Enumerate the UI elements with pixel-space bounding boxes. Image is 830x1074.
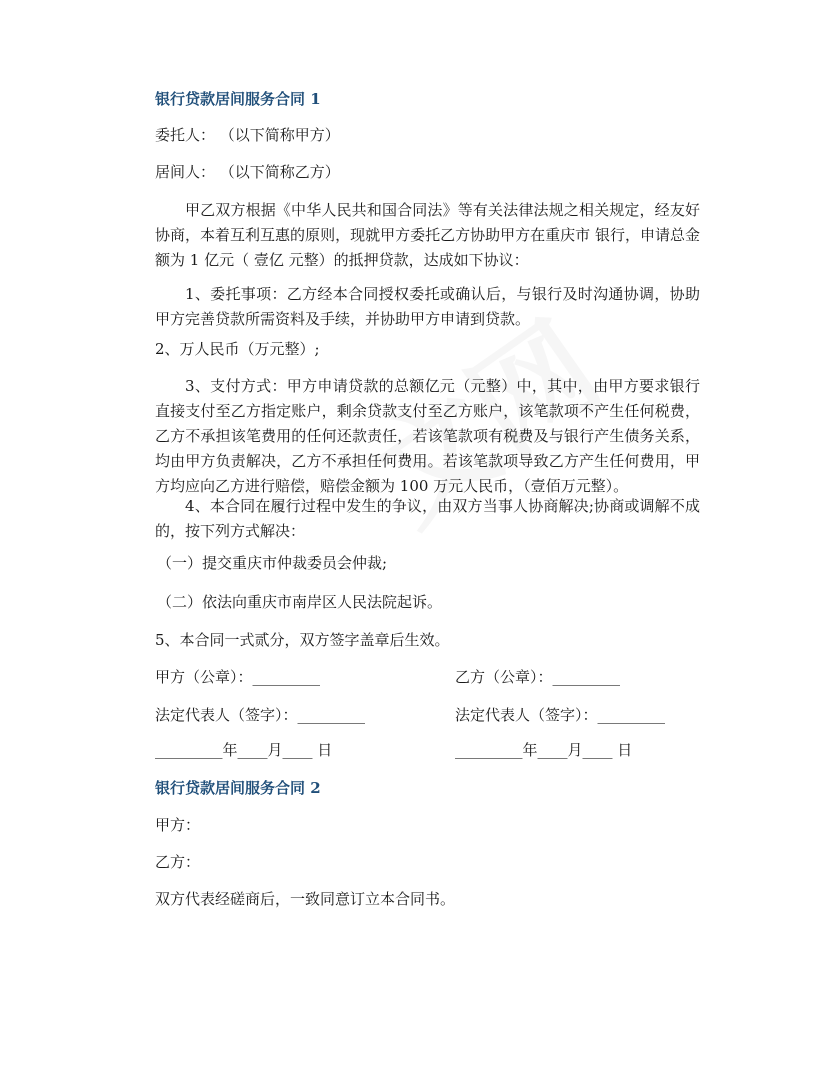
party-a-date-line: _________年____月____ 日 <box>155 741 333 759</box>
contract-2-title: 银行贷款居间服务合同 2 <box>155 779 321 797</box>
party-a-seal-line: 甲方（公章）：_________ <box>155 668 321 686</box>
client-line: 委托人： （以下简称甲方） <box>155 126 340 144</box>
option-2-line: （二）依法向重庆市南岸区人民法院起诉。 <box>157 593 443 611</box>
item-4-paragraph: 4、本合同在履行过程中发生的争议，由双方当事人协商解决;协商或调解不成的，按下列方式解决： <box>155 497 700 540</box>
party-a-representative-line: 法定代表人（签字）：_________ <box>155 706 366 724</box>
option-1-line: （一）提交重庆市仲裁委员会仲裁; <box>157 554 388 572</box>
intro-paragraph: 甲乙双方根据《中华人民共和国合同法》等有关法律法规之相关规定，经友好协商，本着互利互惠的原则，现就甲方委托乙方协助甲方在重庆市 银行，申请总金额为 1 亿元（ 壹亿 元整）的抵押贷款，达成如下协议： <box>155 201 700 269</box>
contract-2-party-a: 甲方： <box>155 816 201 834</box>
item-3-paragraph: 3、支付方式：甲方申请贷款的总额亿元（元整）中，其中，由甲方要求银行直接支付至乙方指定账户，剩余贷款支付至乙方账户，该笔款项不产生任何税费，乙方不承担该笔费用的任何还款责任，若该笔款项有税费及与银行产生债务关系，均由甲方负责解决，乙方不承担任何费用。若该笔款项导致乙方产生任何费用，甲方均应向乙方进行赔偿，赔偿金额为 100 万元人民币，（壹佰万元整）。 <box>155 377 700 495</box>
party-b-date-line: _________年____月____ 日 <box>455 741 633 759</box>
item-5-line: 5、本合同一式贰分，双方签字盖章后生效。 <box>155 631 450 649</box>
contract-2-party-b: 乙方： <box>155 853 201 871</box>
contract-2-intro: 双方代表经磋商后，一致同意订立本合同书。 <box>155 890 456 908</box>
item-1-paragraph: 1、委托事项：乙方经本合同授权委托或确认后，与银行及时沟通协调，协助甲方完善贷款所需资料及手续，并协助甲方申请到贷款。 <box>155 285 700 328</box>
intermediary-line: 居间人： （以下简称乙方） <box>155 163 340 181</box>
contract-1-title: 银行贷款居间服务合同 1 <box>155 90 321 108</box>
party-b-representative-line: 法定代表人（签字）：_________ <box>455 706 666 724</box>
item-2-line: 2、万人民币（万元整）; <box>155 340 320 358</box>
party-b-seal-line: 乙方（公章）：_________ <box>455 668 621 686</box>
